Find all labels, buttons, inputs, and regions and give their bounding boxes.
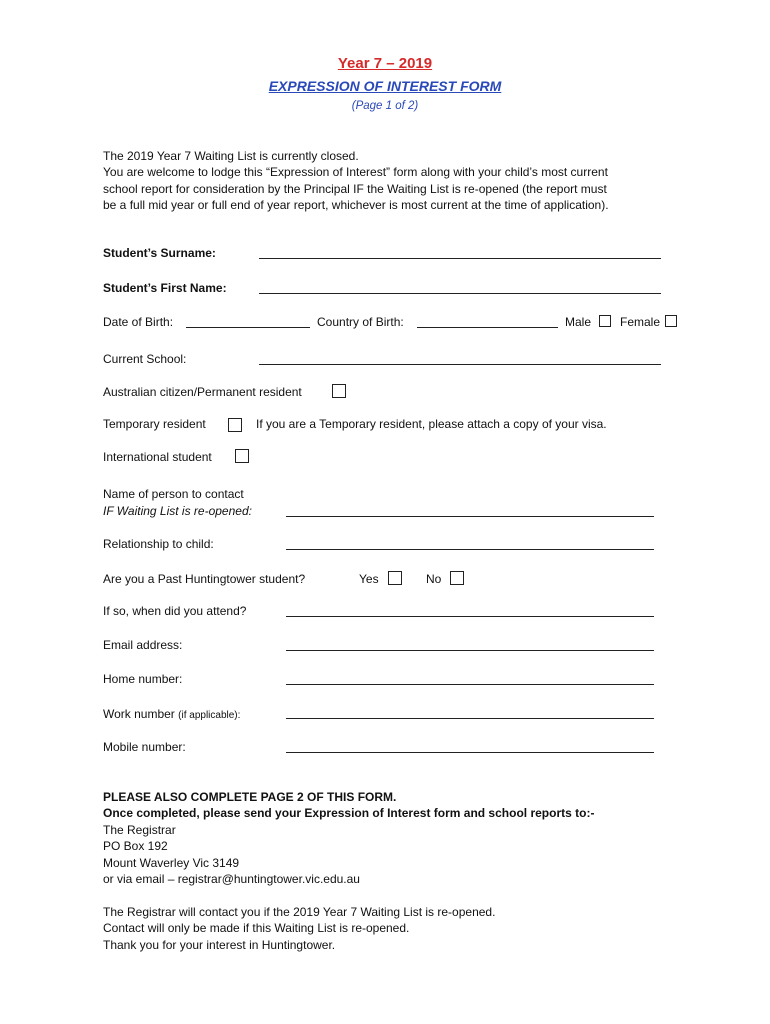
intro-line: The 2019 Year 7 Waiting List is currently closed. <box>103 149 359 163</box>
contact-label: Name of person to contact <box>103 487 244 501</box>
address-email-line: or via email – registrar@huntingtower.vic.edu.au <box>103 872 360 887</box>
female-checkbox[interactable] <box>665 315 677 327</box>
female-label: Female <box>620 315 661 329</box>
citizen-label: Australian citizen/Permanent resident <box>103 385 302 399</box>
form-title: EXPRESSION OF INTEREST FORM <box>268 78 502 94</box>
page-indicator: (Page 1 of 2) <box>351 100 419 112</box>
international-label: International student <box>103 450 212 464</box>
contact-label-note: IF Waiting List is re-opened: <box>103 504 252 518</box>
country-label: Country of Birth: <box>317 315 404 329</box>
international-checkbox[interactable] <box>235 449 249 463</box>
instruction-line: PLEASE ALSO COMPLETE PAGE 2 OF THIS FORM. <box>103 790 397 804</box>
temporary-note: If you are a Temporary resident, please attach a copy of your visa. <box>256 417 607 431</box>
home-number-label: Home number: <box>103 672 183 686</box>
contact-field[interactable] <box>286 516 654 517</box>
first-name-label: Student’s First Name: <box>103 281 227 295</box>
intro-line: You are welcome to lodge this “Expression of Interest” form along with your child’s most current <box>103 165 608 180</box>
dob-label: Date of Birth: <box>103 315 174 329</box>
current-school-label: Current School: <box>103 352 187 366</box>
current-school-field[interactable] <box>259 364 661 365</box>
email-label: Email address: <box>103 638 183 652</box>
closing-line: Contact will only be made if this Waiting List is re-opened. <box>103 921 410 936</box>
work-number-label <box>103 707 240 721</box>
surname-label: Student’s Surname: <box>103 246 216 260</box>
attend-label: If so, when did you attend? <box>103 604 247 618</box>
intro-line: school report for consideration by the Principal IF the Waiting List is re-opened (the report must <box>103 181 607 196</box>
mobile-number-label: Mobile number: <box>103 740 186 754</box>
address-line: PO Box 192 <box>103 839 168 854</box>
temporary-checkbox[interactable] <box>228 418 242 432</box>
instruction-line: Once completed, please send your Expression of Interest form and school reports to:- <box>103 806 595 821</box>
first-name-field[interactable] <box>259 293 661 294</box>
relationship-field[interactable] <box>286 549 654 550</box>
email-field[interactable] <box>286 650 654 651</box>
no-label: No <box>426 572 442 586</box>
attend-field[interactable] <box>286 616 654 617</box>
past-student-label: Are you a Past Huntingtower student? <box>103 572 306 586</box>
temporary-label: Temporary resident <box>103 417 206 431</box>
closing-block <box>103 904 495 953</box>
male-checkbox[interactable] <box>599 315 611 327</box>
home-number-field[interactable] <box>286 684 654 685</box>
citizen-checkbox[interactable] <box>332 384 346 398</box>
intro-paragraph <box>103 148 609 214</box>
closing-line: Thank you for your interest in Huntingtower. <box>103 937 336 952</box>
male-label: Male <box>565 315 592 329</box>
address-line: The Registrar <box>103 822 176 837</box>
instructions-block <box>103 789 594 887</box>
work-number-field[interactable] <box>286 718 654 719</box>
country-field[interactable] <box>417 327 558 328</box>
no-checkbox[interactable] <box>450 571 464 585</box>
work-number-label-text: Work number <box>103 707 175 721</box>
work-number-note: (if applicable): <box>178 710 241 721</box>
mobile-number-field[interactable] <box>286 752 654 753</box>
yes-label: Yes <box>359 572 379 586</box>
closing-line: The Registrar will contact you if the 2019 Year 7 Waiting List is re-opened. <box>103 905 496 919</box>
dob-field[interactable] <box>186 327 310 328</box>
yes-checkbox[interactable] <box>388 571 402 585</box>
relationship-label: Relationship to child: <box>103 537 214 551</box>
address-line: Mount Waverley Vic 3149 <box>103 855 240 870</box>
surname-field[interactable] <box>259 258 661 259</box>
form-title-year: Year 7 – 2019 <box>337 55 433 72</box>
intro-line: be a full mid year or full end of year report, whichever is most current at the time of application). <box>103 198 609 213</box>
